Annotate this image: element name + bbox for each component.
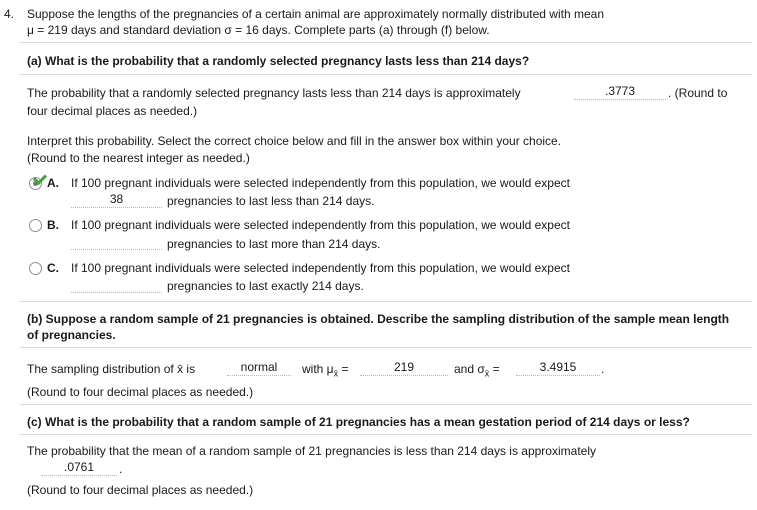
choice-b-line1: If 100 pregnant individuals were selected independently from this population, we would expect: [71, 218, 570, 232]
part-b-header-line1: (b) Suppose a random sample of 21 pregnancies is obtained. Describe the sampling distribution of the sample mean length: [27, 312, 730, 326]
part-b-sigma-label: and $\sigma_{x̄}$ =: [454, 362, 500, 379]
question-intro-line2: μ = 219 days and standard deviation σ = 16 days. Complete parts (a) through (f) below.: [27, 23, 490, 37]
part-a-interpret-line2: (Round to the nearest integer as needed.): [27, 151, 250, 165]
divider: [20, 74, 752, 75]
part-a-interpret-line1: Interpret this probability. Select the correct choice below and fill in the answer box within your choice.: [27, 134, 562, 148]
part-b-sigma-answer[interactable]: 3.4915: [516, 360, 600, 376]
choice-c-letter: C.: [47, 261, 59, 275]
part-c-period: .: [119, 462, 123, 476]
part-b-round-note: (Round to four decimal places as needed.): [27, 385, 254, 399]
choice-c-line1: If 100 pregnant individuals were selected independently from this population, we would expect: [71, 261, 570, 275]
divider: [20, 301, 752, 302]
part-a-prob-answer[interactable]: .3773: [574, 84, 666, 100]
part-b-mu-answer[interactable]: 219: [360, 360, 448, 376]
choice-a-line2: pregnancies to last less than 214 days.: [167, 194, 375, 208]
divider: [20, 434, 752, 435]
choice-a-line1: If 100 pregnant individuals were selected independently from this population, we would expect: [71, 176, 570, 190]
part-a-prob-line2: four decimal places as needed.): [27, 104, 198, 118]
part-a-prob-suffix: . (Round to: [668, 86, 728, 100]
part-c-prob-text: The probability that the mean of a random sample of 21 pregnancies is less than 214 days is approximately: [27, 444, 596, 458]
choice-b-answer[interactable]: [71, 234, 162, 250]
choice-a-letter: A.: [47, 176, 59, 190]
part-a-header: (a) What is the probability that a randomly selected pregnancy lasts less than 214 days?: [27, 54, 530, 68]
choice-b-line2: pregnancies to last more than 214 days.: [167, 237, 381, 251]
choice-c-radio[interactable]: [29, 262, 42, 275]
part-b-dist-prefix: The sampling distribution of x̄ is: [27, 362, 196, 376]
part-b-mu-label: with $\mu_{x̄}$ =: [302, 362, 349, 379]
part-a-prob-text: The probability that a randomly selected pregnancy lasts less than 214 days is approximately: [27, 86, 521, 100]
question-number: 4.: [4, 7, 15, 21]
divider: [20, 404, 752, 405]
choice-b-radio[interactable]: [29, 219, 42, 232]
question-intro-line1: Suppose the lengths of the pregnancies of a certain animal are approximately normally distributed with mean: [27, 7, 604, 21]
choice-b-letter: B.: [47, 218, 59, 232]
part-b-header-line2: of pregnancies.: [27, 328, 116, 342]
divider: [20, 42, 752, 43]
part-c-round-note: (Round to four decimal places as needed.): [27, 483, 254, 497]
part-b-period: .: [601, 362, 605, 376]
part-c-header: (c) What is the probability that a random sample of 21 pregnancies has a mean gestation period of 214 days or less?: [27, 415, 690, 429]
part-c-prob-answer[interactable]: .0761: [41, 460, 117, 476]
part-b-dist-answer[interactable]: normal: [227, 360, 291, 376]
choice-c-line2: pregnancies to last exactly 214 days.: [167, 279, 364, 293]
choice-c-answer[interactable]: [71, 277, 162, 293]
divider: [20, 347, 752, 348]
choice-a-answer[interactable]: 38: [71, 192, 162, 208]
